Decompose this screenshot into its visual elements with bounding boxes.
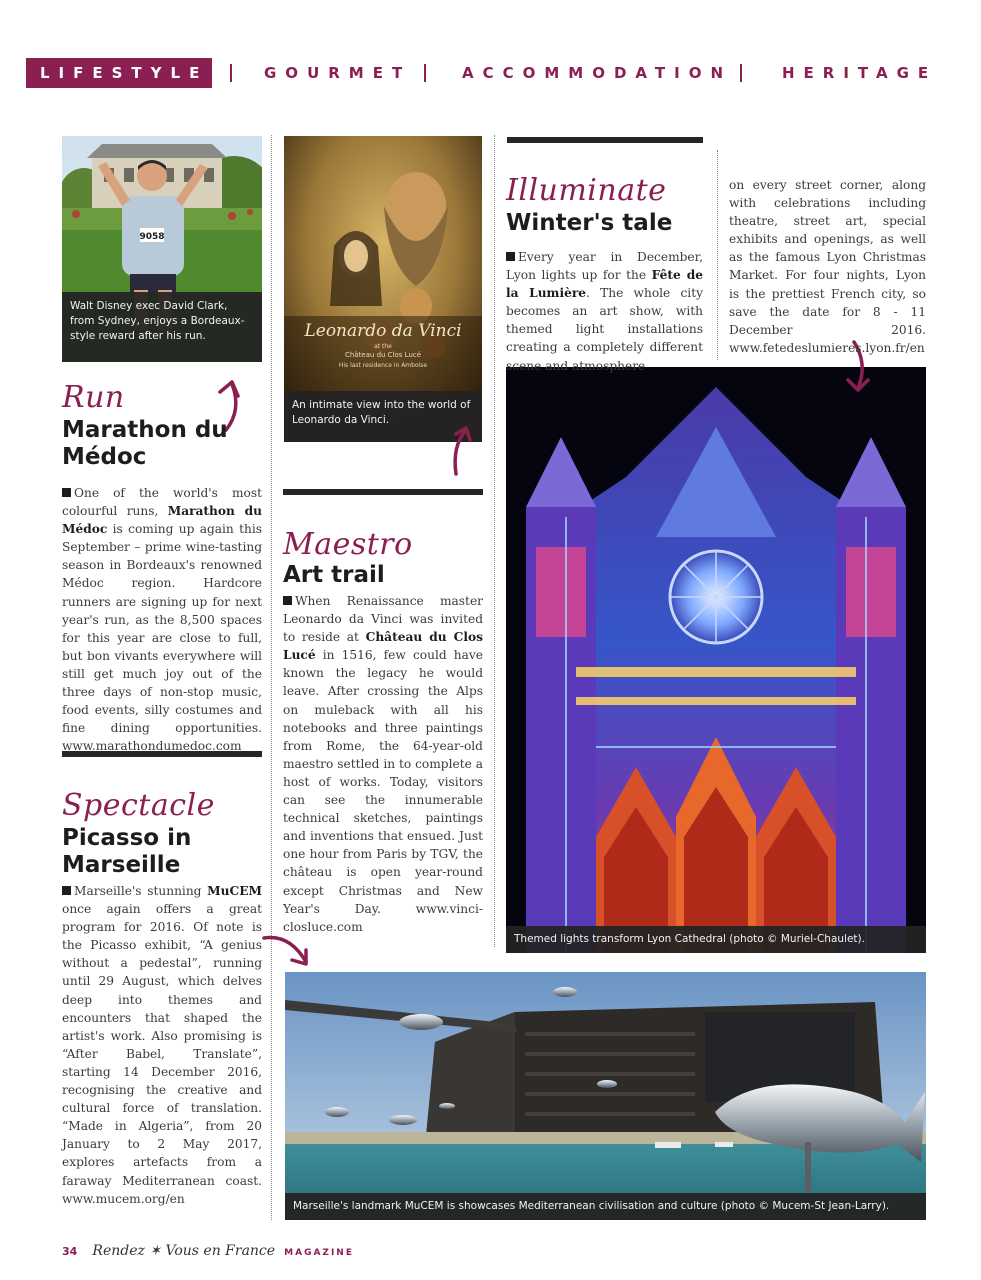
poster-title: Leonardo da Vinci [304, 321, 462, 341]
cathedral-image [506, 367, 926, 953]
picasso-venue: MuCEM [207, 884, 263, 898]
page-footer [62, 1240, 354, 1260]
marathon-event-name: Marathon du Médoc [62, 504, 262, 537]
lyon-url[interactable]: www.fetedeslumieres.lyon.fr/en [729, 340, 925, 355]
marathon-photo [62, 136, 262, 362]
nav-item-lifestyle[interactable] [26, 58, 212, 88]
picasso-lead: Marseille's stunning [74, 884, 202, 898]
leonardo-body [283, 592, 483, 936]
arrow-icon [448, 422, 478, 478]
leonardo-headline: Art trail [283, 562, 385, 588]
page-number: 34 [62, 1245, 78, 1258]
column-divider [494, 135, 495, 947]
bullet-square [506, 252, 515, 261]
lyon-lead: Every year in December, Lyon lights up for the [506, 250, 703, 283]
column-divider [271, 135, 272, 1220]
bullet-square [283, 596, 292, 605]
lyon-cathedral-photo [506, 367, 926, 953]
picasso-body [62, 882, 262, 1208]
lyon-text-part2: on every street corner, along with celebrations including theatre, street art, special exhibits and openings, as well as the famous Lyon Christmas Market. For four nights, Lyon is the prettiest French city, so save the date for 8 - 11 December 2016. [729, 178, 926, 337]
nav-label-lifestyle: LIFESTYLE [40, 64, 209, 82]
magazine-label: MAGAZINE [284, 1248, 354, 1258]
lyon-body-col1 [506, 248, 703, 375]
marathon-text: is coming up again this September – prime wine-tasting season in Bordeaux's renowned Médoc region. Hardcore runners are signing up for next year's run, as the 8,500 spaces for this year are close to full, but bon vivants everywhere will still get much joy out of the three days of non-stop music, food events, silly costumes and fine dining opportunities. [62, 522, 262, 736]
mucem-photo-caption: Marseille's landmark MuCEM is showcases Mediterranean civilisation and culture (photo © Mucem-St Jean-Larry). [285, 1193, 926, 1220]
section-nav [26, 58, 938, 88]
lyon-event-name: Fête de la Lumière [506, 268, 703, 301]
nav-item-accommodation[interactable]: ACCOMMODATION [462, 64, 732, 82]
poster-subtitle: at the [374, 343, 392, 350]
nav-separator [740, 64, 742, 82]
section-rule [507, 137, 703, 143]
mucem-photo [285, 972, 926, 1220]
poster-subtitle: His last residence in Amboise [338, 362, 428, 369]
marathon-kicker: Run [62, 380, 125, 415]
column-divider [717, 150, 718, 360]
lyon-text-part1: . The whole city becomes an art show, with themed light installations creating a completely different scene and atmosphere [506, 286, 703, 373]
leonardo-poster [284, 136, 482, 442]
marathon-lead: One of the world's most colourful runs, [62, 486, 262, 519]
picasso-kicker: Spectacle [62, 788, 215, 823]
section-rule [283, 489, 483, 495]
poster-subtitle: Château du Clos Lucé [344, 351, 422, 359]
marathon-photo-caption: Walt Disney exec David Clark, from Sydney, enjoys a Bordeaux-style reward after his run. [62, 292, 262, 362]
marathon-url[interactable]: www.marathondumedoc.com [62, 739, 242, 754]
nav-separator [424, 64, 426, 82]
lyon-kicker: Illuminate [506, 173, 667, 208]
nav-item-gourmet[interactable]: GOURMET [264, 64, 412, 82]
bib-number: 9058 [139, 232, 165, 242]
arrow-icon [262, 930, 312, 970]
leonardo-photo-caption: An intimate view into the world of Leonardo da Vinci. [284, 391, 482, 442]
marathon-body [62, 484, 262, 755]
leonardo-venue: Château du Clos Lucé [283, 630, 484, 663]
nav-item-heritage[interactable]: HERITAGE [782, 64, 938, 82]
mucem-image [285, 972, 926, 1220]
marathon-headline: Marathon du Médoc [62, 417, 228, 470]
lyon-body-col2 [729, 176, 926, 357]
nav-separator [230, 64, 232, 82]
bullet-square [62, 488, 71, 497]
picasso-url[interactable]: www.mucem.org/en [62, 1191, 185, 1206]
leonardo-url[interactable]: www.vinci-closluce.com [283, 901, 483, 934]
bullet-square [62, 886, 71, 895]
picasso-headline: Picasso in Marseille [62, 825, 192, 878]
leonardo-text: in 1516, few could have known the legacy he would leave. After crossing the Alps on muleback with all his notebooks and three paintings from Rome, the 64-year-old maestro settled in to complete a host of works. Today, visitors can see the innumerable technical sketches, paintings and inventions that ensued. Just one hour from Paris by TGV, the château is open year-round except Christmas and New Year's Day. [283, 648, 484, 916]
lyon-headline: Winter's tale [506, 210, 673, 236]
picasso-text: once again offers a great program for 2016. Of note is the Picasso exhibit, “A genius without a pedestal”, running until 29 August, which delves deep into themes and encounters that shaped the artist's work. Also promising is “After Babel, Translate”, starting 14 December 2016, recognising the creative and cultural force of translation. “Made in Algeria”, from 20 January to 2 May 2017, explores artefacts from a faraway Mediterranean coast. [62, 902, 262, 1188]
leonardo-lead: When Renaissance master Leonardo da Vinci was invited to reside at [283, 594, 483, 645]
leonardo-kicker: Maestro [283, 527, 413, 562]
lyon-photo-caption: Themed lights transform Lyon Cathedral (photo © Muriel-Chaulet). [506, 926, 926, 953]
magazine-logo: Rendez ✶ Vous en France [92, 1243, 276, 1259]
